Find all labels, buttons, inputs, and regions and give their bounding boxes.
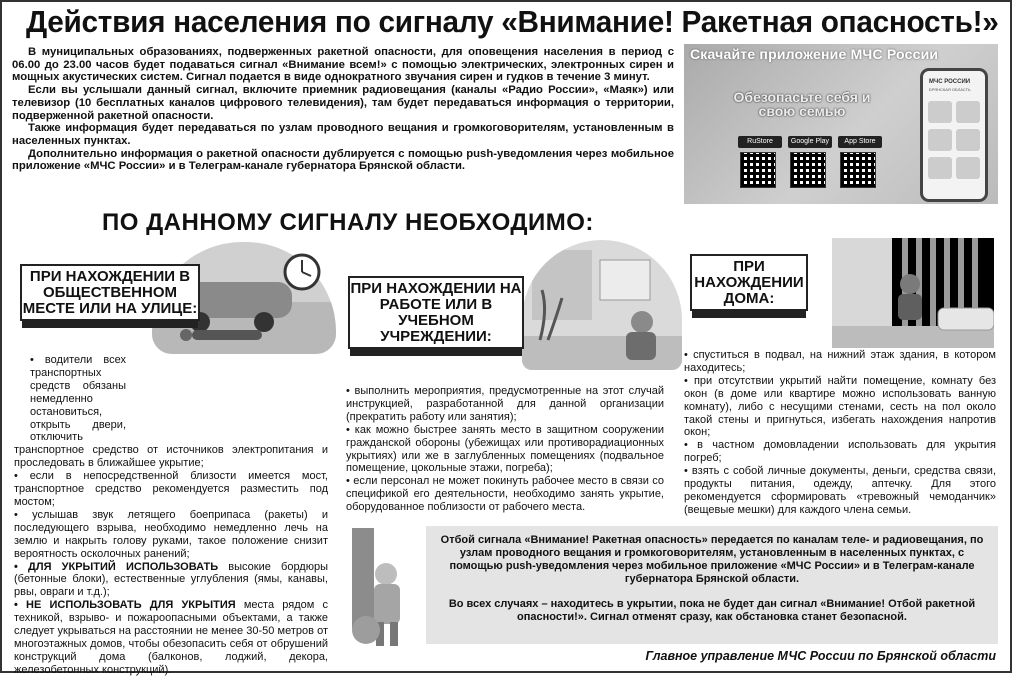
street-bullet-4 (14, 561, 328, 600)
qr-code-icon (840, 152, 876, 188)
app-tile (928, 101, 952, 123)
app-tile (956, 157, 980, 179)
google-play-badge[interactable]: Google Play (788, 136, 832, 148)
person-icon (344, 522, 416, 650)
page-title: Действия населения по сигналу «Внимание! Ракетная опасность!» (26, 4, 999, 39)
home-instructions (684, 349, 996, 517)
banner-home-title: ПРИ НАХОЖДЕНИИ ДОМА: (694, 258, 804, 307)
work-bullet: • выполнить мероприятия, предусмотренные на этот случай инструкцией, разработанной для данной организации (прекратить работу или занятия); (346, 385, 664, 423)
clock-icon (282, 252, 322, 292)
street-bullet-4-text: высокие бордюры (бетонные блоки), естественные углубления (ямы, канавы, рвы, овраги и т.д.); (14, 560, 328, 599)
banner-work-title: ПРИ НАХОЖДЕНИИ НА РАБОТЕ ИЛИ В УЧЕБНОМ УЧРЕЖДЕНИИ: (350, 280, 522, 345)
home-bullet: • в частном домовладении использовать для укрытия погреб; (684, 439, 996, 465)
notice-paragraph: Во всех случаях – находитесь в укрытии, пока не будет дан сигнал «Внимание! Отбой ракетной опасности!». Сигнал отменят сразу, как обстановка станет безопасной. (448, 598, 976, 623)
phone-mockup (920, 68, 988, 202)
notice-paragraph: Отбой сигнала «Внимание! Ракетная опасность» передается по каналам теле- и радиовещания, по узлам проводного вещания и громкоговорителям, установленным в населенных пунктах, с помощью push-уведомления через мобильное приложение «МЧС России» и в Телеграм-канале губернатора Брянской области. (440, 534, 984, 585)
app-promo-title: Скачайте приложение МЧС России (690, 46, 939, 62)
street-bullet-3: • услышав звук летящего боеприпаса (ракеты) и последующего взрыва, необходимо немедленно лечь на землю и накрыть голову руками, такое положение снизит вероятность осколочных ранений; (14, 508, 328, 560)
app-promo (684, 44, 998, 204)
app-tile (956, 129, 980, 151)
street-bullet-5-text: места рядом с техникой, взрыво- и пожароопасными объектами, а также следует укрываться на расстоянии не менее 30-50 метров от многоэтажных домов, чтобы обезопасить себя от обрушений конструкций дома (балконов, лоджий, декора, железобетонных конструкций). (14, 599, 329, 676)
intro-paragraph: Дополнительно информация о ракетной опасности дублируется с помощью push-уведомления через мобильное приложение «МЧС России» и в Телеграм-канале губернатора Брянской области. (12, 147, 674, 173)
intro-paragraph: Также информация будет передаваться по узлам проводного вещания и громкоговорителям, установленным в населенных пунктах. (12, 122, 674, 147)
street-bullet-5-emphasis: • НЕ ИСПОЛЬЗОВАТЬ ДЛЯ УКРЫТИЯ (14, 599, 236, 612)
banner-work (348, 276, 524, 349)
qr-code-icon (740, 152, 776, 188)
work-bullet: • если персонал не может покинуть рабочее место в связи со спецификой его деятельности, необходимо занять укрытие, оборудованное поблизости от рабочего места. (346, 475, 664, 514)
street-bullet-1-head: • водители всех транспортных средств обязаны немедленно остановиться, открыть двери, отключить (30, 354, 126, 444)
intro-text (12, 46, 674, 173)
app-tile (956, 101, 980, 123)
banner-home (690, 254, 808, 311)
street-bullet-2: • если в непосредственной близости имеется мост, транспортное средство рекомендуется разместить под мостом; (14, 470, 328, 508)
qr-code-icon (790, 152, 826, 188)
phone-app-subtitle: БРЯНСКАЯ ОБЛАСТЬ (929, 87, 971, 92)
intro-paragraph: В муниципальных образованиях, подверженных ракетной опасности, для оповещения населения в период с 06.00 до 23.00 часов будет подаваться сигнал «Внимание всем!» с помощью электрических, электронных сирен и мощных акустических систем. Сигнал подается в виде однократного звучания сирен и гудков в течение 3 минут. (12, 46, 674, 84)
app-promo-slogan: Обезопасьте себя и свою семью (733, 89, 871, 119)
phone-app-title: МЧС РОССИИ (929, 79, 971, 85)
work-bullet: • как можно быстрее занять место в защитном сооружении гражданской обороны (убежищах или противорадиационных укрытиях) или же в заглубленных помещениях (подвальное помещение, цокольные этажи, погреба); (346, 423, 664, 475)
home-bullet: • при отсутствии укрытий найти помещение, комнату без окон (в доме или квартире можно использовать ванную комнату), либо с несущими стенами, сесть на пол около такой стены и пригнуться, избегать нахождения напротив окон; (684, 374, 996, 439)
street-bullet-4-emphasis: • ДЛЯ УКРЫТИЙ ИСПОЛЬЗОВАТЬ (14, 560, 219, 573)
work-illustration (522, 240, 682, 370)
footer-signature: Главное управление МЧС России по Брянской области (645, 649, 996, 663)
street-instructions (14, 354, 328, 677)
home-bullet: • взять с собой личные документы, деньги, средства связи, продукты питания, одежду, аптечку. Для этого рекомендуется сформировать «тревожный чемоданчик» (вещевые мешки) для каждого члена семьи. (684, 465, 996, 516)
cancel-signal-notice (426, 526, 998, 644)
app-store-badge[interactable]: App Store (838, 136, 882, 148)
section-heading: ПО ДАННОМУ СИГНАЛУ НЕОБХОДИМО: (102, 209, 594, 236)
home-illustration (832, 238, 994, 348)
app-tile (928, 129, 952, 151)
banner-street (20, 264, 200, 321)
rustore-badge[interactable]: RuStore (738, 136, 782, 148)
work-instructions (346, 385, 664, 514)
home-bullet: • спуститься в подвал, на нижний этаж здания, в котором находитесь; (684, 349, 996, 374)
intro-paragraph: Если вы услышали данный сигнал, включите приемник радиовещания (каналы «Радио России», «Маяк») или телевизор (10 бесплатных каналов цифрового телевидения), там будет передаваться информация о территории, подверженной ракетной опасности. (12, 84, 674, 122)
street-bullet-5 (14, 599, 328, 676)
app-tile (928, 157, 952, 179)
banner-street-title: ПРИ НАХОЖДЕНИИ В ОБЩЕСТВЕННОМ МЕСТЕ ИЛИ НА УЛИЦЕ: (22, 268, 198, 317)
street-bullet-1-tail: транспортное средство от источников электропитания и проследовать в ближайшее укрытие; (14, 444, 328, 470)
